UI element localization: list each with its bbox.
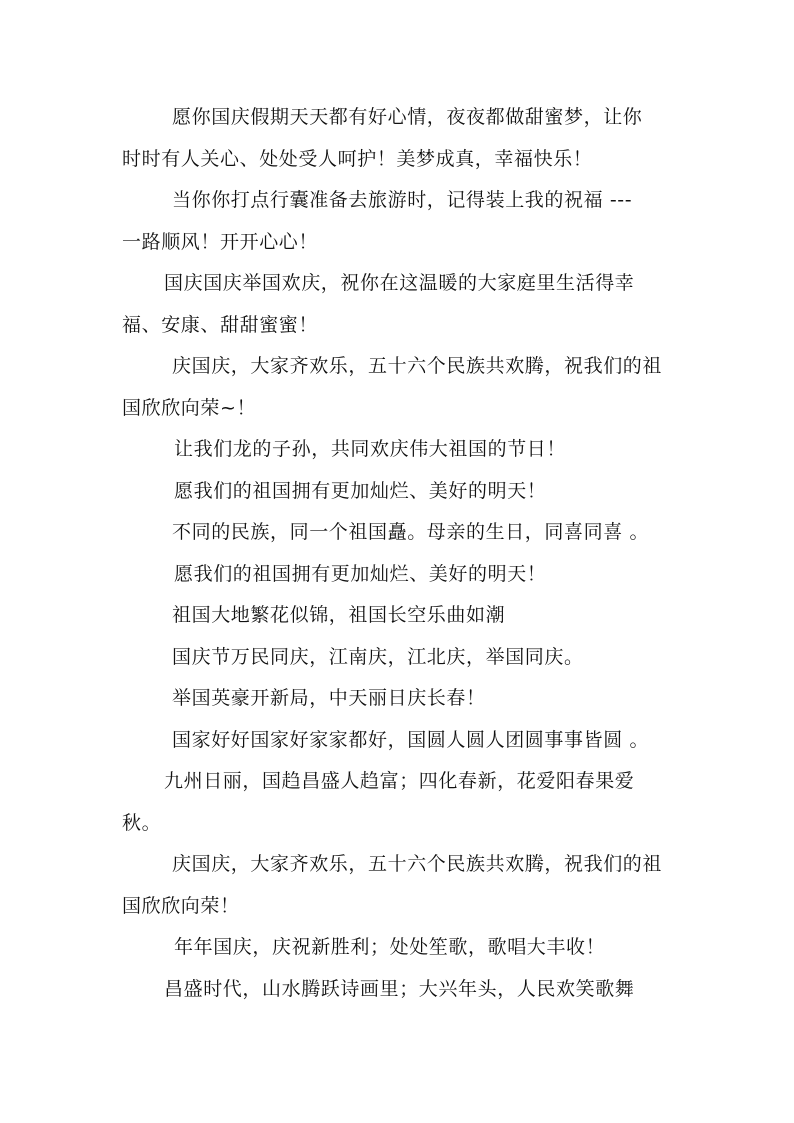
paragraph-continuation: 福、安康、甜甜蜜蜜！ [122, 313, 319, 336]
paragraph: 庆国庆，大家齐欢乐，五十六个民族共欢腾，祝我们的祖 [172, 853, 663, 875]
paragraph: 祖国大地繁花似锦，祖国长空乐曲如潮 [172, 604, 506, 626]
paragraph: 愿我们的祖国拥有更加灿烂、美好的明天！ [174, 562, 547, 585]
paragraph: 国庆国庆举国欢庆，祝你在这温暖的大家庭里生活得幸 [164, 272, 635, 294]
paragraph: 庆国庆，大家齐欢乐，五十六个民族共欢腾，祝我们的祖 [172, 355, 663, 377]
paragraph-continuation: 时时有人关心、处处受人呵护！美梦成真，幸福快乐！ [122, 147, 593, 170]
paragraph: 愿你国庆假期天天都有好心情，夜夜都做甜蜜梦，让你 [172, 106, 643, 128]
paragraph-continuation: 国欣欣向荣~！ [122, 396, 257, 419]
paragraph: 国家好好国家好家家都好，国圆人圆人团圆事事皆圆 。 [172, 728, 650, 751]
paragraph: 让我们龙的子孙，共同欢庆伟大祖国的节日！ [174, 438, 567, 460]
paragraph: 不同的民族，同一个祖国矗。母亲的生日，同喜同喜 。 [172, 521, 650, 543]
paragraph: 愿我们的祖国拥有更加灿烂、美好的明天！ [174, 479, 547, 502]
paragraph-continuation: 一路顺风！开开心心！ [122, 230, 319, 253]
paragraph: 国庆节万民同庆，江南庆，江北庆，举国同庆。 [172, 645, 584, 668]
paragraph-continuation: 秋。 [122, 811, 162, 834]
paragraph: 昌盛时代，山水腾跃诗画里；大兴年头，人民欢笑歌舞 [164, 977, 635, 1000]
document-body [122, 97, 682, 1010]
paragraph: 当你你打点行囊准备去旅游时，记得装上我的祝福 --- [172, 189, 633, 211]
paragraph: 举国英豪开新局，中天丽日庆长春！ [172, 687, 486, 709]
paragraph: 九州日丽，国趋昌盛人趋富；四化春新，花爱阳春果爱 [164, 770, 635, 792]
paragraph-continuation: 国欣欣向荣！ [122, 894, 240, 917]
paragraph: 年年国庆，庆祝新胜利；处处笙歌，歌唱大丰收！ [174, 936, 606, 958]
